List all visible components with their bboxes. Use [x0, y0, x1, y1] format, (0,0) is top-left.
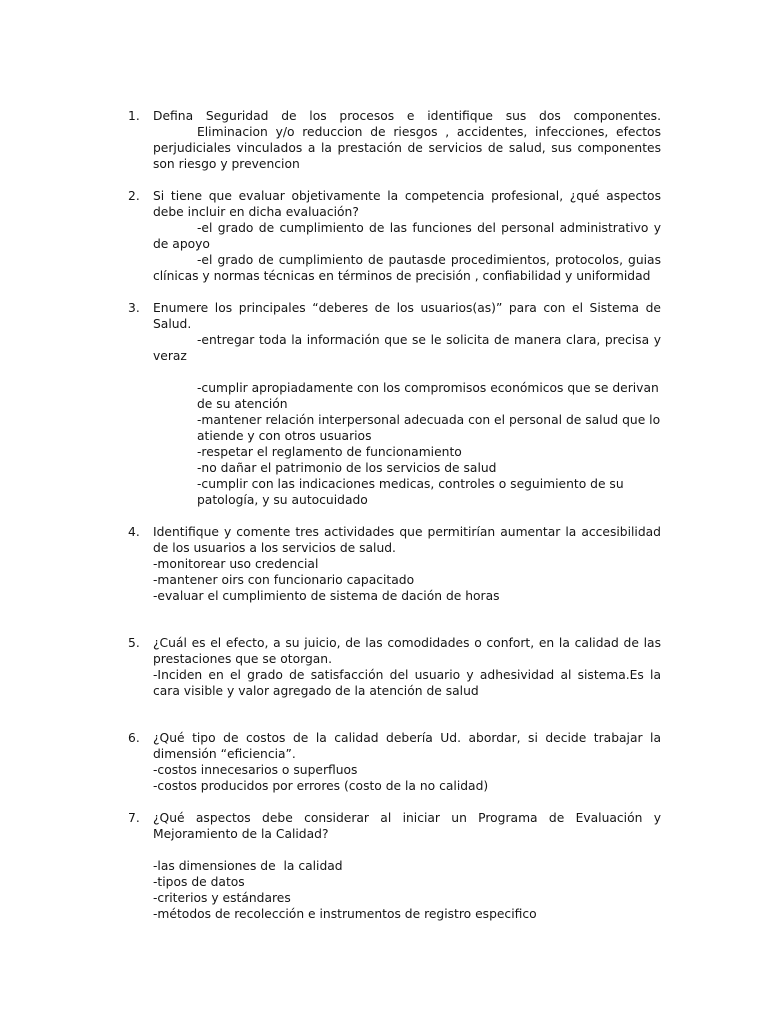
answer-text: -respetar el reglamento de funcionamiento	[197, 445, 462, 459]
question-number: 4.	[128, 525, 140, 539]
question-text: ¿Cuál es el efecto, a su juicio, de las comodidades o confort, en la calidad de las prestaciones que se otorgan.	[153, 636, 661, 666]
answer-text: -mantener relación interpersonal adecuada con el personal de salud que lo atiende y con otros usuarios	[197, 413, 661, 443]
question-text: Si tiene que evaluar objetivamente la competencia profesional, ¿qué aspectos debe incluir en dicha evaluación?	[153, 189, 661, 219]
question-item-5	[128, 635, 661, 699]
question-text: ¿Qué tipo de costos de la calidad debería Ud. abordar, si decide trabajar la dimensión “eficiencia”.	[153, 731, 661, 761]
question-item-3	[128, 300, 661, 508]
answer-text: -costos innecesarios o superfluos	[153, 763, 358, 777]
question-item-7	[128, 810, 661, 922]
answer-text: -el grado de cumplimiento de las funciones del personal administrativo y de apoyo	[153, 221, 661, 251]
question-number: 5.	[128, 636, 140, 650]
answer-text: -tipos de datos	[153, 875, 245, 889]
question-number: 3.	[128, 301, 140, 315]
question-text: Identifique y comente tres actividades que permitirían aumentar la accesibilidad de los usuarios a los servicios de salud.	[153, 525, 661, 555]
question-list	[128, 108, 661, 922]
question-text: Enumere los principales “deberes de los usuarios(as)” para con el Sistema de Salud.	[153, 301, 661, 331]
question-number: 2.	[128, 189, 140, 203]
answer-text: -criterios y estándares	[153, 891, 291, 905]
question-number: 1.	[128, 109, 140, 123]
answer-text: -entregar toda la información que se le solicita de manera clara, precisa y veraz	[153, 333, 661, 363]
answer-text: -métodos de recolección e instrumentos de registro especifico	[153, 907, 537, 921]
question-item-1	[128, 108, 661, 172]
answer-text: -mantener oirs con funcionario capacitado	[153, 573, 415, 587]
question-item-4	[128, 524, 661, 604]
answer-text: -cumplir apropiadamente con los compromisos económicos que se derivan de su atención	[197, 381, 659, 411]
answer-text: -cumplir con las indicaciones medicas, controles o seguimiento de su patología, y su autocuidado	[197, 477, 624, 507]
question-text: Defina Seguridad de los procesos e identifique sus dos componentes.	[153, 109, 661, 123]
answer-text: -no dañar el patrimonio de los servicios de salud	[197, 461, 497, 475]
answer-text: -monitorear uso credencial	[153, 557, 319, 571]
answer-text: -las dimensiones de la calidad	[153, 859, 343, 873]
answer-text: -costos producidos por errores (costo de la no calidad)	[153, 779, 489, 793]
answer-text: -Inciden en el grado de satisfacción del usuario y adhesividad al sistema.Es la cara visible y valor agregado de la atención de salud	[153, 668, 661, 698]
answer-text: -evaluar el cumplimiento de sistema de dación de horas	[153, 589, 500, 603]
question-item-2	[128, 188, 661, 284]
spacer	[153, 842, 661, 858]
question-number: 6.	[128, 731, 140, 745]
spacer	[153, 364, 661, 380]
answer-text: -el grado de cumplimiento de pautasde procedimientos, protocolos, guias clínicas y normas técnicas en términos de precisión , confiabilidad y uniformidad	[153, 253, 661, 283]
question-text: ¿Qué aspectos debe considerar al iniciar un Programa de Evaluación y Mejoramiento de la Calidad?	[153, 811, 661, 841]
answer-text: Eliminacion y/o reduccion de riesgos , accidentes, infecciones, efectos perjudiciales vinculados a la prestación de servicios de salud, sus componentes son riesgo y prevencion	[153, 125, 661, 171]
question-number: 7.	[128, 811, 140, 825]
question-item-6	[128, 730, 661, 794]
